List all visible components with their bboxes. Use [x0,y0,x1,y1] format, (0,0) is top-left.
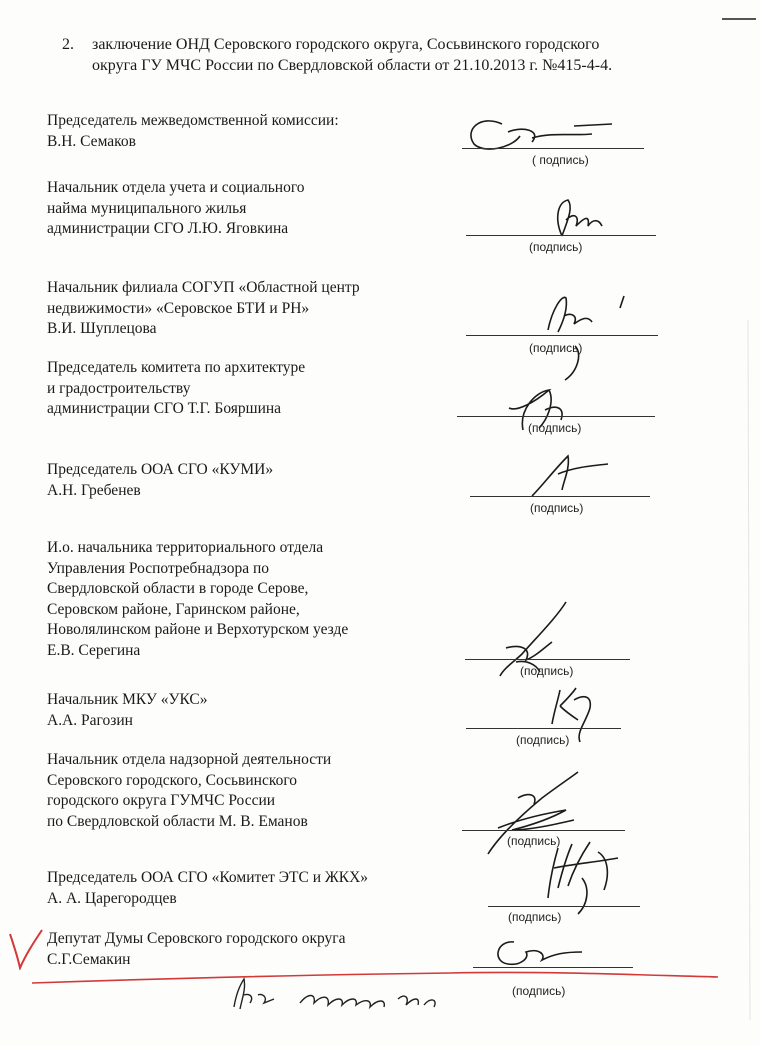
item2-line-2: округа ГУ МЧС России по Свердловской области от 21.10.2013 г. №415-4-4. [92,57,613,74]
signatory-tsaregorodtsev [47,868,368,909]
signatory-name: С.Г.Семакин [47,950,131,968]
signatory-emanov [47,750,331,832]
signatory-name: администрации СГО Т.Г. Бояршина [47,400,282,417]
signature-caption: (подпись) [529,341,583,355]
signatory-name: А.А. Рагозин [47,711,133,729]
signature-caption: (подпись) [530,501,584,515]
signatory-title: Начальник МКУ «УКС» [47,691,208,708]
signature-line [488,906,640,907]
signature-caption: (подпись) [507,834,561,848]
signature-boyarshina [505,340,595,432]
signature-caption: (подпись) [529,240,583,254]
signatory-shupletsova [47,278,360,340]
signature-line [462,830,625,831]
signature-caption: (подпись) [520,664,574,678]
signatory-title: городского округа ГУМЧС России [47,792,276,809]
signatory-seregina [47,538,348,661]
signatory-title: Депутат Думы Серовского городского округа [47,930,346,947]
signatory-name: В.Н. Семаков [47,132,136,150]
signatory-name: А.Н. Гребенев [47,481,141,499]
scan-mark [722,18,756,20]
signature-line [465,659,630,660]
signature-line [466,235,656,236]
signatory-ragozin [47,690,208,731]
signatory-title: недвижимости» «Серовское БТИ и РН» [47,299,310,317]
signatory-title: Председатель комитета по архитектуре [47,359,306,376]
signatory-semakin [47,929,346,970]
signature-shupletsova [544,290,634,338]
signature-line [470,496,650,497]
signatory-name: В.И. Шуплецова [47,320,157,337]
signatory-title: Председатель межведомственной комиссии: [47,112,339,129]
signatory-title: и градостроительству [47,379,191,397]
signature-caption: (подпись) [528,421,582,435]
signatory-name: А. А. Царегородцев [47,889,177,907]
signatory-title: Председатель ООА СГО «Комитет ЭТС и ЖКХ» [47,869,369,886]
red-checkmark [6,928,44,970]
signatory-title: найма муниципального жилья [47,199,247,217]
signatory-title: Управления Роспотребнадзора по [47,559,270,577]
signatory-title: Новолялинском районе и Верхотурском уезде [47,621,349,638]
signatory-title: Начальник отдела учета и социального [47,179,305,196]
item2-line-1: заключение ОНД Серовского городского округа, Сосьвинского городского [92,36,600,53]
signatory-title: Свердловской области в городе Серове, [47,580,309,597]
signatory-title: Серовском районе, Гаринском районе, [47,600,300,618]
signature-line [457,416,655,417]
signatory-title: Начальник филиала СОГУП «Областной центр [47,279,360,296]
signatory-name: Е.В. Серегина [47,641,141,659]
signatory-title: И.о. начальника территориального отдела [47,539,324,556]
signatory-name: администрации СГО Л.Ю. Яговкина [47,220,289,237]
signature-line [462,148,644,149]
signatory-boyarshina [47,358,305,420]
signature-line [466,335,658,336]
signature-caption: (подпись) [512,984,566,998]
signatory-semakov [47,111,339,152]
signature-caption: (подпись) [508,910,562,924]
signatory-yagovkina [47,178,305,240]
signature-line [466,728,621,729]
signature-caption: (подпись) [516,733,570,747]
signatory-name: по Свердловской области М. В. Еманов [47,812,308,830]
signatory-grebenev [47,460,273,501]
signatory-title: Серовского городского, Сосьвинского [47,771,298,789]
list-number: 2. [62,36,74,53]
signature-grebenev [528,450,618,500]
scan-edge-shadow [738,320,756,1020]
signatory-title: Начальник отдела надзорной деятельности [47,751,332,768]
signatory-title: Председатель ООА СГО «КУМИ» [47,461,274,478]
signature-yagovkina [540,196,610,240]
signature-caption: ( подпись) [532,153,589,167]
handwritten-note [228,975,458,1015]
